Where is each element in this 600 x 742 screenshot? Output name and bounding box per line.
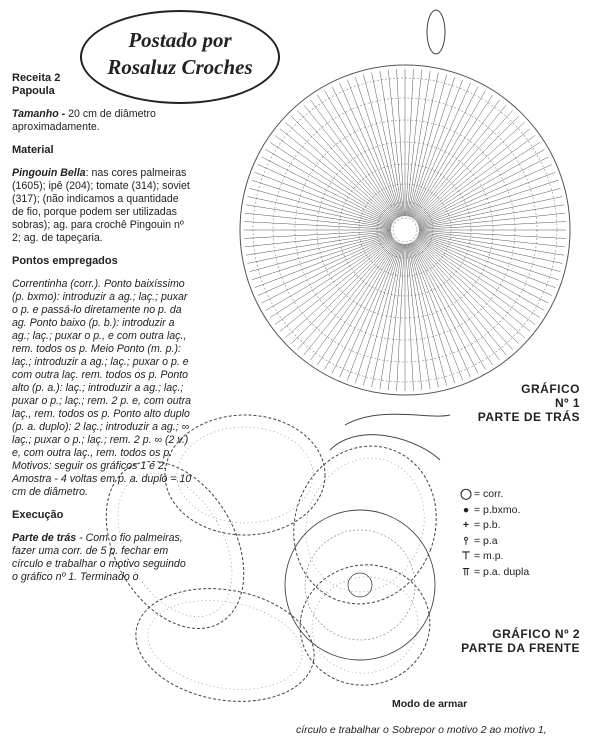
chart1-stitch — [244, 222, 391, 230]
chart1-stitch — [266, 237, 393, 311]
chart1-stitch — [285, 122, 394, 220]
chart2-subtitle: PARTE DA FRENTE — [461, 641, 580, 655]
chart2-center — [348, 573, 372, 597]
stamp-line-2: Rosaluz Croches — [107, 55, 253, 79]
stamp-line-1: Postado por — [128, 28, 232, 52]
recipe-name: Papoula — [12, 85, 55, 97]
chart1-stitch — [275, 238, 394, 324]
chart1-stitch — [275, 135, 394, 221]
material-text: : nas cores palmeiras (1605); ipê (204); tomate (314); soviet (317); (não indicamos a quantidade de fio, porque podem ser utilizadas sobras); ag. para crochê Pingouin nº 2; ag. de tapeçaria. — [12, 167, 190, 244]
chart1-stitch — [415, 240, 519, 344]
chart1-stitch — [252, 180, 392, 225]
chart2-petal-inner — [304, 569, 425, 682]
chart1-stitch — [412, 91, 486, 218]
execution-text: - Com o fio palmeiras, fazer uma corr. de 5 p. fechar em círculo e trabalhar o motivo seguindo o gráfico nº 1. Terminado o — [12, 532, 186, 583]
chart2-petal — [272, 426, 458, 624]
chart1-stitch — [310, 100, 396, 219]
chart1-stitch — [355, 77, 400, 217]
legend-text: = p.a. dupla — [474, 565, 530, 578]
size-label: Tamanho - — [12, 108, 66, 120]
legend-symbol-half: ⊤ — [461, 550, 471, 562]
execution-paragraph — [12, 532, 192, 584]
chart1-stitch — [325, 91, 399, 218]
legend-item — [458, 549, 529, 565]
chart1-stitch — [419, 222, 566, 230]
legend-text: = p.b. — [474, 519, 501, 531]
chart1-stitch — [417, 150, 544, 224]
chart1-stitch — [388, 70, 403, 216]
execution-heading: Execução — [12, 509, 64, 521]
chart1-stitch — [340, 243, 400, 377]
chart2-label — [400, 627, 580, 655]
legend-symbol-chain: ◯ — [460, 488, 472, 500]
recipe-text-column — [12, 72, 192, 584]
chart2-petal — [127, 575, 323, 715]
chart1-stitch — [258, 236, 392, 296]
chart1-stitch — [406, 244, 421, 390]
size-text: 20 cm de diâmetro aproximadamente. — [12, 108, 156, 133]
chart1-stitch — [397, 69, 405, 216]
chart1-stitch — [297, 110, 395, 219]
chart1-stitch — [415, 122, 524, 220]
chart1-ring — [393, 218, 417, 242]
chart1-stitch — [355, 243, 400, 383]
legend-symbol-double: ⫯ — [463, 534, 469, 547]
chart1-stitch — [418, 234, 558, 279]
chart1-stitch — [244, 231, 391, 239]
chart1-stitch — [416, 238, 535, 324]
chart1-stitch — [291, 116, 395, 220]
chart1-stitch — [411, 243, 471, 377]
chart1-stitch — [414, 110, 512, 219]
assembly-col2-text: Sobrepor o motivo 2 ao motivo 1, — [392, 724, 547, 736]
execution-label: Parte de trás — [12, 532, 77, 544]
chart1-loop — [427, 10, 445, 54]
legend-text: = p.bxmo. — [474, 503, 521, 516]
chart1-label — [440, 382, 580, 424]
chart1-stitch — [285, 239, 394, 337]
legend-text: = p.a — [474, 534, 498, 547]
chart1-stitch — [252, 234, 392, 279]
chart1-stitch — [266, 150, 393, 224]
chart1-stitch — [419, 231, 565, 246]
assembly-heading: Modo de armar — [392, 698, 468, 710]
chart1-stitch — [419, 231, 566, 239]
legend-text: = m.p. — [474, 550, 504, 562]
chart1-stitch — [415, 116, 519, 220]
legend-item — [458, 534, 529, 550]
legend-item — [458, 487, 529, 503]
chart1-subtitle: PARTE DE TRÁS — [477, 410, 580, 424]
chart2-petal-inner — [287, 441, 443, 608]
size-paragraph — [12, 108, 192, 134]
chart1-stitch — [415, 239, 524, 337]
chart1-stitch — [297, 240, 395, 349]
chart1-stitch — [245, 213, 391, 228]
chart1-title: GRÁFICO — [521, 382, 580, 396]
chart2-thread — [345, 414, 450, 425]
chart1-stitch — [406, 244, 414, 391]
chart1-stitch — [258, 165, 392, 225]
chart1-stitch — [417, 237, 544, 311]
chart1-stitch — [413, 241, 499, 360]
legend-item — [458, 503, 529, 519]
chart1-stitch — [291, 240, 395, 344]
chart2-petal — [291, 555, 440, 696]
material-heading: Material — [12, 144, 54, 156]
material-paragraph — [12, 167, 192, 245]
legend-text: = corr. — [474, 488, 504, 500]
chart2-petal-inner — [177, 427, 313, 523]
chart1-number: Nº 1 — [554, 396, 580, 410]
legend-symbol-slip: ● — [462, 503, 470, 516]
assembly-col1-text: círculo e trabalhar o — [296, 724, 389, 736]
chart1-stitch — [418, 180, 558, 225]
chart1-stitch — [325, 242, 399, 369]
chart2-petal-inner — [141, 589, 310, 701]
chart1-stitch — [409, 243, 454, 383]
legend-symbol-treble: ⫪ — [463, 565, 469, 578]
chart1-stitch — [416, 135, 535, 221]
legend-item — [458, 518, 529, 534]
chart1-stitch — [310, 241, 396, 360]
legend-symbol-single: + — [462, 519, 470, 531]
chart1-stitch — [414, 240, 512, 349]
chart1-stitch — [397, 244, 405, 391]
stitches-text: Correntinha (corr.). Ponto baixíssimo (p. bxmo): introduzir a ag.; laç.; puxar o p. e passá-lo diretamente no p. da ag. Ponto baixo (p. b.): introduzir a ag.; laç.; puxar o p., e com outra laç., rem. todos os p. Meio Ponto (m. p.): laç.; introduzir a ag.; laç.; puxar o p. e com outra laç. rem. todos os p. Ponto alto (p. a.): laç.; introduzir a ag.; laç.; puxar o p.; laç.; rem. 2 p. e, com outra laç., rem. todos os p. Ponto alto duplo (p. a. duplo): 2 laç.; introduzir a ag.; ∞ laç.; puxar o p.; laç.; rem. 2 p. ∞ (2 v.) e, com outra laç., rem. todos os p. Motivos: seguir os gráficos 1 e 2. Amostra - 4 voltas em p. a. duplo = 10 cm de diâmetro. — [12, 278, 192, 498]
chart2-title: GRÁFICO Nº 2 — [492, 627, 580, 641]
chart1-stitch — [409, 77, 454, 217]
chart1-stitch — [412, 242, 486, 369]
legend-item — [458, 565, 529, 581]
recipe-number: Receita 2 — [12, 72, 61, 84]
chart2-center-ring-inner — [305, 530, 415, 640]
stitch-legend — [458, 487, 529, 580]
stitches-heading: Pontos empregados — [12, 255, 118, 267]
chart1-stitch — [406, 69, 414, 216]
chart1-stitch — [413, 100, 499, 219]
material-label: Pingouin Bella — [12, 167, 86, 179]
